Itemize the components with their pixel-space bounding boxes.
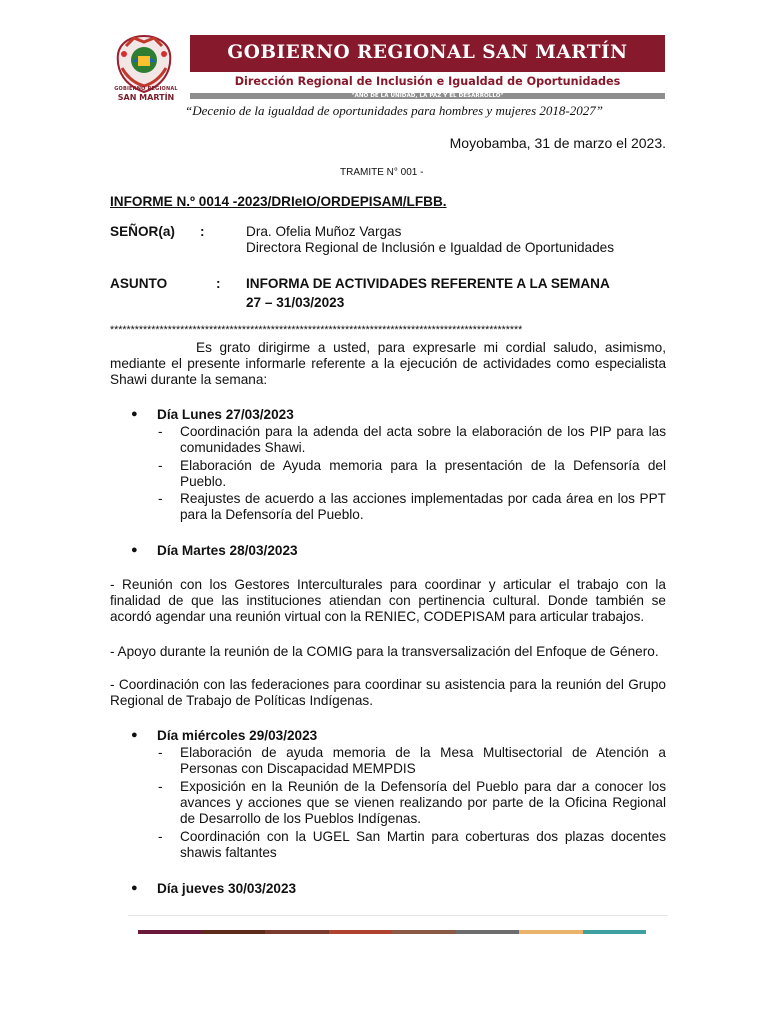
tuesday-paragraph-1: - Reunión con los Gestores Interculturales para coordinar y articular el trabajo con la finalidad de que las instituciones atiendan con pertinencia cultural. Donde también se acordó agendar una reunión virtual con la RENIEC, CODEPISAM para articular trabajos. — [110, 577, 666, 624]
footer-stripe-segment — [265, 930, 329, 934]
footer-stripe-segment — [583, 930, 647, 934]
monday-item-1: Coordinación para la adenda del acta sobre la elaboración de los PIP para las comunidades Shawi. — [180, 424, 666, 455]
recipient-colon: : — [200, 224, 205, 239]
dash-marker: - — [158, 424, 163, 439]
tuesday-paragraph-3: - Coordinación con las federaciones para coordinar su asistencia para la reunión del Grupo Regional de Trabajo de Políticas Indígenas. — [110, 677, 666, 708]
bullet-icon: ● — [131, 544, 138, 556]
recipient-position: Directora Regional de Inclusión e Igualdad de Oportunidades — [246, 240, 615, 255]
footer-stripe-segment — [456, 930, 520, 934]
bullet-icon: ● — [131, 408, 138, 420]
decade-motto: “Decenio de la igualdad de oportunidades para hombres y mujeres 2018-2027” — [185, 103, 603, 118]
wednesday-item-2: Exposición en la Reunión de la Defensoría del Pueblo para dar a conocer los avances y acciones que se vienen realizando por parte de la Oficina Regional de Desarrollo de los Pueblos Indígenas. — [180, 779, 666, 826]
intro-paragraph: Es grato dirigirme a usted, para expresarle mi cordial saludo, asimismo, mediante el presente informarle referente a la ejecución de actividades como especialista Shawi durante la semana: — [110, 340, 666, 387]
separator-line: **************************************************************************************************** — [110, 324, 523, 336]
bullet-icon: ● — [131, 882, 138, 894]
report-number: INFORME N.º 0014 -2023/DRIeIO/ORDEPISAM/LFBB. — [110, 194, 447, 209]
tuesday-paragraph-2: - Apoyo durante la reunión de la COMIG para la transversalización del Enfoque de Género. — [110, 644, 659, 659]
footer-stripe-segment — [202, 930, 266, 934]
year-motto: "AÑO DE LA UNIDAD, LA PAZ Y EL DESARROLLO" — [351, 93, 504, 99]
tramite-number: TRAMITE N° 001 - — [340, 167, 424, 178]
wednesday-item-3: Coordinación con la UGEL San Martin para coberturas dos plazas docentes shawis faltantes — [180, 829, 666, 860]
logo-caption-region: SAN MARTÍN — [117, 93, 175, 102]
dash-marker: - — [158, 779, 163, 794]
subject-line-2: 27 – 31/03/2023 — [246, 295, 345, 310]
footer-stripe-segment — [392, 930, 456, 934]
day-wednesday-title: Día miércoles 29/03/2023 — [157, 728, 318, 743]
dash-marker: - — [158, 745, 163, 760]
footer-stripe-segment — [138, 930, 202, 934]
subject-colon: : — [216, 276, 221, 291]
day-tuesday-title: Día Martes 28/03/2023 — [157, 543, 298, 558]
dash-marker: - — [158, 829, 163, 844]
footer-divider — [128, 915, 668, 916]
dash-marker: - — [158, 491, 163, 506]
bullet-icon: ● — [131, 729, 138, 741]
directorate-name: Dirección Regional de Inclusión e Igualdad de Oportunidades — [234, 75, 621, 88]
footer-stripe-segment — [329, 930, 393, 934]
dash-marker: - — [158, 458, 163, 473]
footer-color-stripe — [138, 930, 646, 934]
monday-item-2: Elaboración de Ayuda memoria para la presentación de la Defensoría del Pueblo. — [180, 458, 666, 489]
footer-stripe-segment — [519, 930, 583, 934]
government-title: GOBIERNO REGIONAL SAN MARTÍN — [227, 42, 628, 63]
subject-label: ASUNTO — [110, 276, 168, 291]
recipient-name: Dra. Ofelia Muñoz Vargas — [246, 224, 402, 239]
recipient-label: SEÑOR(a) — [110, 224, 175, 239]
wednesday-item-1: Elaboración de ayuda memoria de la Mesa Multisectorial de Atención a Personas con Discapacidad MEMPDIS — [180, 745, 666, 776]
monday-item-3: Reajustes de acuerdo a las acciones implementadas por cada área en los PPT para la Defensoría del Pueblo. — [180, 491, 666, 522]
place-and-date: Moyobamba, 31 de marzo el 2023. — [449, 135, 666, 151]
day-monday-title: Día Lunes 27/03/2023 — [157, 407, 294, 422]
subject-line-1: INFORMA DE ACTIVIDADES REFERENTE A LA SEMANA — [246, 276, 610, 291]
logo-caption-government: GOBIERNO REGIONAL — [114, 86, 178, 92]
day-thursday-title: Día jueves 30/03/2023 — [157, 881, 297, 896]
